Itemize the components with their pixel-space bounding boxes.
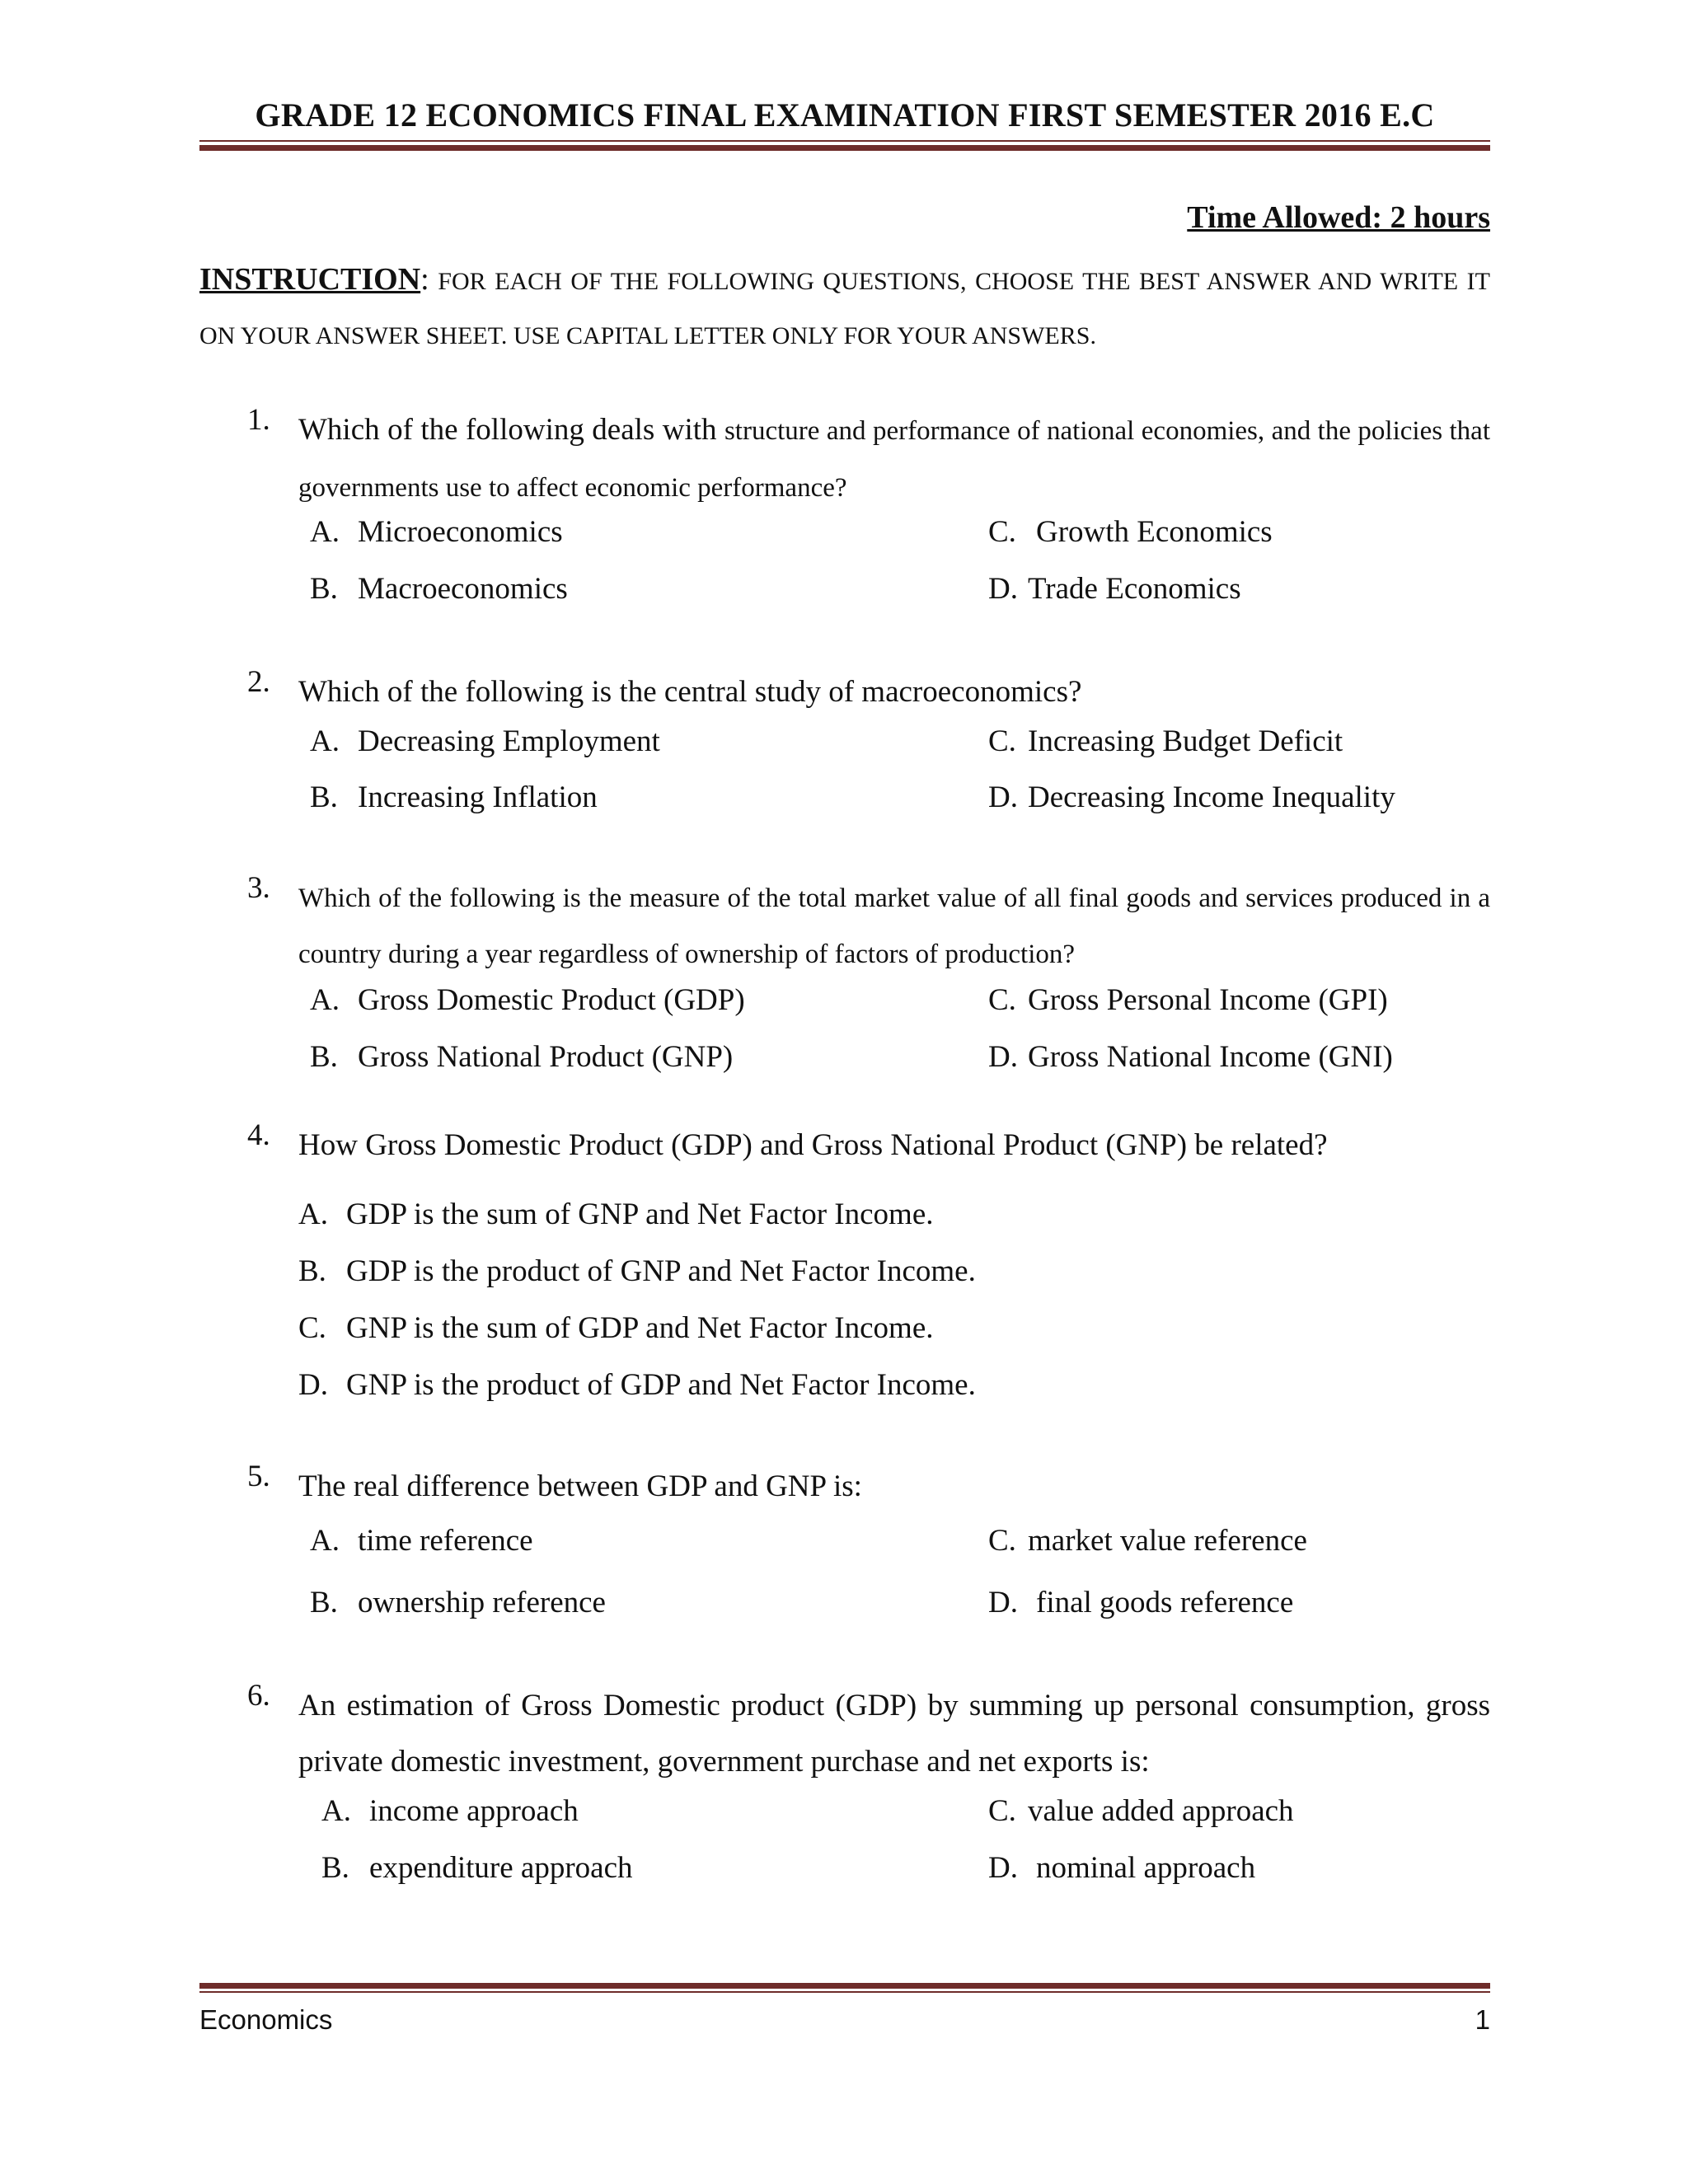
option-text: income approach	[369, 1794, 579, 1828]
option-letter: B.	[310, 1040, 338, 1074]
question-text: The real difference between GDP and GNP is:	[298, 1469, 862, 1503]
option-text: ownership reference	[358, 1586, 606, 1619]
option-letter: C.	[298, 1311, 326, 1345]
option-1c	[988, 514, 1273, 550]
option-4c	[298, 1310, 934, 1346]
option-letter: D.	[988, 572, 1018, 606]
option-text: GNP is the sum of GDP and Net Factor Income.	[346, 1311, 934, 1345]
option-text: Trade Economics	[1028, 572, 1241, 606]
option-text: market value reference	[1028, 1524, 1307, 1558]
option-letter: C.	[988, 1794, 1016, 1828]
option-6b	[321, 1850, 633, 1886]
option-text: Gross National Income (GNI)	[1028, 1040, 1393, 1074]
option-6a	[321, 1793, 579, 1829]
option-letter: A.	[310, 515, 340, 549]
question-text: Which of the following is the measure of the total market value of all final goods and services produced in a country during a year regardless of ownership of factors of production?	[298, 883, 1490, 969]
option-2c	[988, 724, 1343, 759]
option-5d	[988, 1585, 1293, 1620]
question-text: How Gross Domestic Product (GDP) and Gross National Product (GNP) be related?	[298, 1128, 1328, 1162]
option-text: expenditure approach	[369, 1851, 633, 1885]
option-text: value added approach	[1028, 1794, 1294, 1828]
question-text-part-2: structure and performance of national economies, and the policies that governments use to affect economic performance?	[298, 416, 1490, 503]
option-2b	[310, 780, 598, 815]
question-text: An estimation of Gross Domestic product (GDP) by summing up personal consumption, gross private domestic investment, government purchase and net exports is:	[298, 1689, 1490, 1779]
option-5c	[988, 1523, 1307, 1558]
header-rule-thick	[199, 145, 1490, 151]
question-number: 5.	[247, 1460, 270, 1493]
question-number: 2.	[247, 665, 270, 699]
option-letter: B.	[310, 572, 338, 606]
instruction-block	[199, 252, 1490, 363]
option-5a	[310, 1523, 533, 1558]
footer-rule-thick	[199, 1983, 1490, 1989]
option-letter: B.	[310, 1586, 338, 1619]
option-2a	[310, 724, 660, 759]
option-text: time reference	[358, 1524, 533, 1558]
option-letter: D.	[988, 1040, 1018, 1074]
option-text: Increasing Budget Deficit	[1028, 724, 1343, 758]
option-4d	[298, 1367, 976, 1403]
option-1d	[988, 571, 1241, 607]
option-1b	[310, 571, 568, 607]
option-text: GDP is the sum of GNP and Net Factor Income.	[346, 1197, 934, 1231]
option-3b	[310, 1039, 733, 1075]
instruction-colon: :	[420, 262, 429, 297]
instruction-label: INSTRUCTION	[199, 262, 421, 297]
page-title: GRADE 12 ECONOMICS FINAL EXAMINATION FIRST SEMESTER 2016 E.C	[255, 96, 1435, 134]
time-allowed: Time Allowed: 2 hours	[1187, 200, 1490, 235]
option-letter: A.	[310, 983, 340, 1017]
option-6c	[988, 1793, 1294, 1829]
option-text: Gross Personal Income (GPI)	[1028, 983, 1388, 1017]
option-4b	[298, 1254, 976, 1289]
question-text: Which of the following is the central study of macroeconomics?	[298, 675, 1082, 709]
option-letter: C.	[988, 1524, 1016, 1558]
question-number: 1.	[247, 403, 270, 437]
option-text: Macroeconomics	[358, 572, 568, 606]
option-2d	[988, 780, 1395, 815]
option-letter: D.	[988, 780, 1018, 814]
option-letter: D.	[298, 1368, 328, 1402]
option-text: Gross Domestic Product (GDP)	[358, 983, 745, 1017]
option-letter: B.	[298, 1254, 326, 1288]
option-letter: B.	[310, 780, 338, 814]
question-text	[298, 402, 1490, 516]
option-text: Gross National Product (GNP)	[358, 1040, 734, 1074]
option-text: Microeconomics	[358, 515, 563, 549]
option-text: Growth Economics	[1036, 515, 1273, 549]
option-text: Decreasing Income Inequality	[1028, 780, 1395, 814]
instruction-text: FOR EACH OF THE FOLLOWING QUESTIONS, CHOOSE THE BEST ANSWER AND WRITE IT ON YOUR ANSWER SHEET. USE CAPITAL LETTER ONLY FOR YOUR ANSWERS.	[199, 268, 1490, 349]
question-3	[247, 870, 1490, 982]
question-6	[247, 1678, 1490, 1790]
question-5	[247, 1459, 1490, 1515]
option-6d	[988, 1850, 1255, 1886]
option-letter: D.	[988, 1851, 1018, 1885]
option-3a	[310, 982, 745, 1018]
option-letter: B.	[321, 1851, 349, 1885]
option-3c	[988, 982, 1388, 1018]
header-rule-thin	[199, 140, 1490, 142]
option-4a	[298, 1197, 934, 1232]
option-5b	[310, 1585, 606, 1620]
question-1	[247, 402, 1490, 516]
footer-rule-thin	[199, 1991, 1490, 1993]
option-letter: A.	[310, 724, 340, 758]
footer-subject: Economics	[199, 2004, 333, 2035]
option-letter: C.	[988, 983, 1016, 1017]
question-text-part-1: Which of the following deals with	[298, 413, 724, 447]
option-text: Decreasing Employment	[358, 724, 660, 758]
option-text: final goods reference	[1036, 1586, 1294, 1619]
option-text: nominal approach	[1036, 1851, 1256, 1885]
option-letter: D.	[988, 1586, 1018, 1619]
option-1a	[310, 514, 563, 550]
page-number: 1	[1475, 2004, 1490, 2035]
option-text: GNP is the product of GDP and Net Factor Income.	[346, 1368, 976, 1402]
question-2	[247, 664, 1490, 720]
option-letter: A.	[321, 1794, 351, 1828]
option-letter: C.	[988, 724, 1016, 758]
question-number: 4.	[247, 1118, 270, 1152]
option-text: GDP is the product of GNP and Net Factor Income.	[346, 1254, 976, 1288]
question-number: 3.	[247, 871, 270, 905]
option-3d	[988, 1039, 1393, 1075]
question-number: 6.	[247, 1679, 270, 1713]
option-letter: C.	[988, 515, 1016, 549]
option-letter: A.	[310, 1524, 340, 1558]
option-text: Increasing Inflation	[358, 780, 598, 814]
question-4	[247, 1118, 1490, 1174]
option-letter: A.	[298, 1197, 328, 1231]
